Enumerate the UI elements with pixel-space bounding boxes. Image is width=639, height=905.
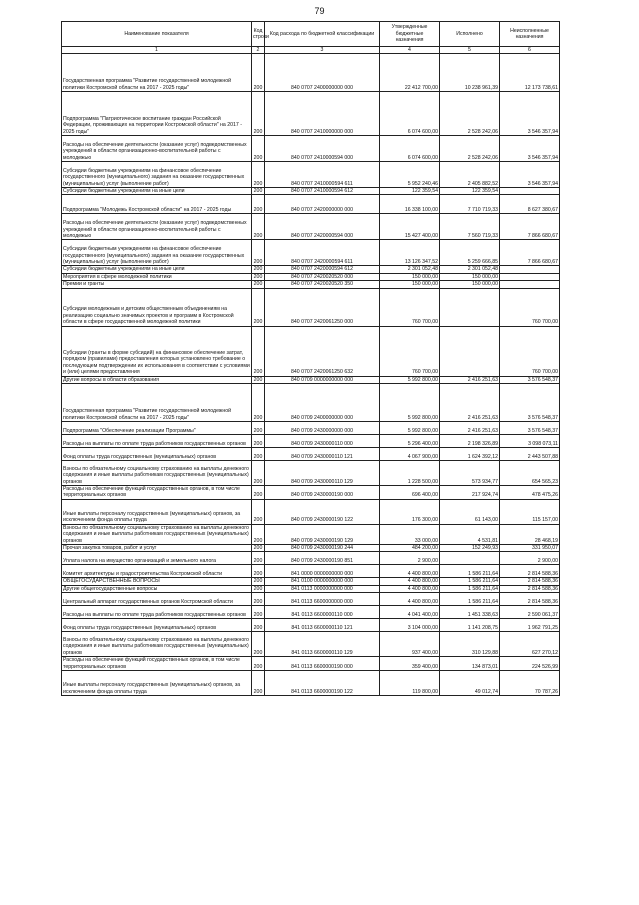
row-line-code-cell: 200 [252, 486, 265, 500]
row-line-code-cell: 200 [252, 376, 265, 383]
row-budget-code-cell: 840 0709 2430000190 122 [265, 499, 380, 524]
row-unexecuted-cell: 7 866 680,67 [500, 240, 560, 266]
row-approved-cell: 5 992 800,00 [380, 376, 440, 383]
row-unexecuted-cell: 115 157,00 [500, 499, 560, 524]
row-line-code-cell: 200 [252, 552, 265, 565]
table-row [62, 214, 560, 240]
page-number: 79 [314, 6, 325, 16]
row-name-cell: Государственная программа "Развитие государственной молодежной политики Костромской области на 2017 - 2025 годы" [62, 54, 252, 92]
row-executed-cell: 2 528 242,06 [440, 92, 500, 136]
row-budget-code-cell: 840 0707 2410000000 000 [265, 92, 380, 136]
table-row [62, 524, 560, 544]
row-name-cell: Комитет архитектуры и градостроительства Костромской области [62, 565, 252, 578]
row-line-code-cell: 200 [252, 632, 265, 657]
row-approved-cell: 4 400 800,00 [380, 585, 440, 592]
row-name-cell: Субсидии бюджетным учреждениям на иные цели [62, 266, 252, 273]
row-executed-cell [440, 326, 500, 376]
row-executed-cell: 2 416 251,63 [440, 422, 500, 435]
row-executed-cell: 49 012,74 [440, 671, 500, 696]
row-approved-cell: 22 412 700,00 [380, 54, 440, 92]
table-row [62, 671, 560, 696]
row-budget-code-cell: 840 0707 2400000000 000 [265, 54, 380, 92]
row-line-code-cell: 200 [252, 524, 265, 544]
row-name-cell: Субсидии бюджетным учреждениям на финансовое обеспечение государственного (муниципального) задания на оказание государственных (муниципальных) услуг (выполнение работ) [62, 240, 252, 266]
row-name-cell: Расходы на выплаты по оплате труда работников государственных органов [62, 435, 252, 448]
table-row [62, 593, 560, 606]
row-name-cell: Государственная программа "Развитие государственной молодежной политики Костромской области на 2017 - 2025 годы" [62, 384, 252, 422]
row-name-cell: Расходы на обеспечение функций государственных органов, в том числе территориальных органов [62, 486, 252, 500]
row-budget-code-cell: 841 0113 0000000000 000 [265, 585, 380, 592]
table-row [62, 461, 560, 486]
table-row [62, 162, 560, 188]
row-line-code-cell: 200 [252, 585, 265, 592]
row-executed-cell: 2 416 251,63 [440, 384, 500, 422]
header-unexecuted: Неисполненные назначения [500, 22, 560, 47]
row-name-cell: Взносы по обязательному социальному страхованию на выплаты денежного содержания и иные выплаты работникам государственных (муниципальных) органов [62, 461, 252, 486]
row-name-cell: ОБЩЕГОСУДАРСТВЕННЫЕ ВОПРОСЫ [62, 578, 252, 585]
row-executed-cell: 2 416 251,63 [440, 376, 500, 383]
budget-execution-table [61, 21, 560, 696]
row-budget-code-cell: 840 0709 2430000110 121 [265, 448, 380, 461]
header-budget-code: Код расхода по бюджетной классификации [265, 22, 380, 47]
column-number: 5 [440, 47, 500, 54]
row-name-cell: Субсидии бюджетным учреждениям на финансовое обеспечение государственного (муниципального) задания на оказание государственных (муниципальных) услуг (выполнение работ) [62, 162, 252, 188]
row-approved-cell: 937 400,00 [380, 632, 440, 657]
row-executed-cell: 10 238 961,39 [440, 54, 500, 92]
table-row [62, 266, 560, 273]
table-row [62, 195, 560, 214]
row-line-code-cell: 200 [252, 578, 265, 585]
row-name-cell: Расходы на обеспечение функций государственных органов, в том числе территориальных органов [62, 657, 252, 671]
row-name-cell: Иные выплаты персоналу государственных (муниципальных) органов, за исключением фонда оплаты труда [62, 499, 252, 524]
row-line-code-cell: 200 [252, 214, 265, 240]
table-row [62, 54, 560, 92]
header-approved: Утвержденные бюджетные назначения [380, 22, 440, 47]
row-unexecuted-cell: 3 576 548,37 [500, 384, 560, 422]
row-unexecuted-cell: 28 468,19 [500, 524, 560, 544]
row-approved-cell: 5 992 800,00 [380, 384, 440, 422]
row-approved-cell: 760 700,00 [380, 288, 440, 326]
row-approved-cell: 1 228 500,00 [380, 461, 440, 486]
row-line-code-cell: 200 [252, 565, 265, 578]
row-unexecuted-cell [500, 188, 560, 195]
row-unexecuted-cell: 2 814 588,36 [500, 578, 560, 585]
row-unexecuted-cell: 70 787,26 [500, 671, 560, 696]
row-unexecuted-cell [500, 266, 560, 273]
row-name-cell: Взносы по обязательному социальному страхованию на выплаты денежного содержания и иные выплаты работникам государственных (муниципальных) органов [62, 632, 252, 657]
row-budget-code-cell: 840 0707 2410000594 611 [265, 162, 380, 188]
column-number: 1 [62, 47, 252, 54]
table-row [62, 486, 560, 500]
table-row [62, 578, 560, 585]
row-name-cell: Субсидии (гранты в форме субсидий) на финансовое обеспечение затрат, порядком (правилами) предоставления которых установлено требование о последующем подтверждении их использования в соответствии с условиями и (или) целями предоставления [62, 326, 252, 376]
row-executed-cell [440, 552, 500, 565]
row-line-code-cell: 200 [252, 606, 265, 619]
row-executed-cell: 134 873,01 [440, 657, 500, 671]
row-budget-code-cell: 840 0709 2430000110 000 [265, 435, 380, 448]
row-line-code-cell: 200 [252, 240, 265, 266]
row-executed-cell: 1 451 338,63 [440, 606, 500, 619]
row-budget-code-cell: 840 0707 2420020520 350 [265, 281, 380, 288]
row-unexecuted-cell: 2 814 588,36 [500, 585, 560, 592]
row-unexecuted-cell: 2 590 061,37 [500, 606, 560, 619]
row-approved-cell: 696 400,00 [380, 486, 440, 500]
row-unexecuted-cell [500, 281, 560, 288]
row-line-code-cell: 200 [252, 288, 265, 326]
row-unexecuted-cell: 3 098 073,11 [500, 435, 560, 448]
row-unexecuted-cell: 3 546 357,94 [500, 136, 560, 162]
row-line-code-cell: 200 [252, 499, 265, 524]
row-line-code-cell: 200 [252, 422, 265, 435]
row-executed-cell: 2 405 882,52 [440, 162, 500, 188]
row-budget-code-cell: 840 0709 2430000190 851 [265, 552, 380, 565]
row-executed-cell: 2 198 326,89 [440, 435, 500, 448]
row-unexecuted-cell: 654 565,23 [500, 461, 560, 486]
table-row [62, 435, 560, 448]
row-line-code-cell: 200 [252, 162, 265, 188]
row-budget-code-cell: 840 0707 2420061250 000 [265, 288, 380, 326]
row-approved-cell: 15 427 400,00 [380, 214, 440, 240]
row-budget-code-cell: 840 0709 2430000000 000 [265, 422, 380, 435]
row-budget-code-cell: 840 0707 2420000594 611 [265, 240, 380, 266]
table-row [62, 273, 560, 280]
row-unexecuted-cell: 3 546 357,94 [500, 162, 560, 188]
row-unexecuted-cell: 3 546 357,94 [500, 92, 560, 136]
row-approved-cell: 5 296 400,00 [380, 435, 440, 448]
row-budget-code-cell: 841 0113 6600000190 000 [265, 657, 380, 671]
row-executed-cell: 1 141 208,75 [440, 619, 500, 632]
row-line-code-cell: 200 [252, 619, 265, 632]
row-name-cell: Расходы на обеспечение деятельности (оказание услуг) подведомственных учреждений в области организационно-воспитательной работы с молодежью [62, 136, 252, 162]
row-executed-cell: 217 924,74 [440, 486, 500, 500]
row-executed-cell: 310 129,88 [440, 632, 500, 657]
column-number: 4 [380, 47, 440, 54]
row-approved-cell: 122 359,54 [380, 188, 440, 195]
row-budget-code-cell: 841 0100 0000000000 000 [265, 578, 380, 585]
row-unexecuted-cell: 2 814 588,36 [500, 565, 560, 578]
table-row [62, 188, 560, 195]
row-unexecuted-cell: 627 270,12 [500, 632, 560, 657]
row-name-cell: Другие общегосударственные вопросы [62, 585, 252, 592]
row-name-cell: Другие вопросы в области образования [62, 376, 252, 383]
table-row [62, 376, 560, 383]
row-approved-cell: 150 000,00 [380, 281, 440, 288]
row-executed-cell: 1 586 211,64 [440, 565, 500, 578]
row-budget-code-cell: 840 0709 2430000190 244 [265, 545, 380, 552]
row-budget-code-cell: 840 0707 2410000594 612 [265, 188, 380, 195]
row-executed-cell: 122 359,54 [440, 188, 500, 195]
row-executed-cell: 1 586 211,64 [440, 593, 500, 606]
row-executed-cell: 150 000,00 [440, 273, 500, 280]
row-line-code-cell: 200 [252, 281, 265, 288]
row-executed-cell: 5 259 666,85 [440, 240, 500, 266]
row-approved-cell: 13 126 347,52 [380, 240, 440, 266]
row-unexecuted-cell: 224 526,99 [500, 657, 560, 671]
header-line-code: Код строки [252, 22, 265, 47]
row-name-cell: Иные выплаты персоналу государственных (муниципальных) органов, за исключением фонда оплаты труда [62, 671, 252, 696]
row-unexecuted-cell: 8 627 380,67 [500, 195, 560, 214]
row-line-code-cell: 200 [252, 266, 265, 273]
table-row [62, 606, 560, 619]
row-line-code-cell: 200 [252, 384, 265, 422]
row-line-code-cell: 200 [252, 92, 265, 136]
row-line-code-cell: 200 [252, 54, 265, 92]
row-line-code-cell: 200 [252, 188, 265, 195]
row-line-code-cell: 200 [252, 195, 265, 214]
row-name-cell: Субсидии молодежным и детским общественным объединениям на реализацию социально значимых проектов и программ в Костромской области в сфере государственной молодежной политики [62, 288, 252, 326]
row-budget-code-cell: 840 0707 2420000594 612 [265, 266, 380, 273]
row-line-code-cell: 200 [252, 136, 265, 162]
row-approved-cell: 359 400,00 [380, 657, 440, 671]
row-budget-code-cell: 840 0707 2420061250 632 [265, 326, 380, 376]
row-executed-cell: 1 624 392,12 [440, 448, 500, 461]
row-name-cell: Подпрограмма "Патриотическое воспитание граждан Российской Федерации, проживающих на территории Костромской области" на 2017 - 2025 годы" [62, 92, 252, 136]
table-row [62, 422, 560, 435]
row-name-cell: Расходы на выплаты по оплате труда работников государственных органов [62, 606, 252, 619]
row-name-cell: Фонд оплаты труда государственных (муниципальных) органов [62, 619, 252, 632]
table-row [62, 499, 560, 524]
row-approved-cell: 4 041 400,00 [380, 606, 440, 619]
row-approved-cell: 4 400 800,00 [380, 593, 440, 606]
row-executed-cell: 2 301 052,48 [440, 266, 500, 273]
row-unexecuted-cell: 2 900,00 [500, 552, 560, 565]
row-approved-cell: 6 074 600,00 [380, 136, 440, 162]
row-line-code-cell: 200 [252, 593, 265, 606]
row-line-code-cell: 200 [252, 448, 265, 461]
row-unexecuted-cell: 12 173 738,61 [500, 54, 560, 92]
row-unexecuted-cell [500, 273, 560, 280]
table-row [62, 632, 560, 657]
row-approved-cell: 16 338 100,00 [380, 195, 440, 214]
row-approved-cell: 2 301 052,48 [380, 266, 440, 273]
row-unexecuted-cell: 760 700,00 [500, 288, 560, 326]
row-name-cell: Фонд оплаты труда государственных (муниципальных) органов [62, 448, 252, 461]
row-budget-code-cell: 840 0707 2410000594 000 [265, 136, 380, 162]
row-approved-cell: 4 400 800,00 [380, 578, 440, 585]
row-executed-cell: 7 560 719,33 [440, 214, 500, 240]
row-unexecuted-cell: 3 576 548,37 [500, 422, 560, 435]
table-row [62, 552, 560, 565]
row-approved-cell: 33 000,00 [380, 524, 440, 544]
row-unexecuted-cell: 2 814 588,36 [500, 593, 560, 606]
row-name-cell: Уплата налога на имущество организаций и земельного налога [62, 552, 252, 565]
row-budget-code-cell: 840 0707 2420000594 000 [265, 214, 380, 240]
row-approved-cell: 150 000,00 [380, 273, 440, 280]
table-row [62, 136, 560, 162]
row-budget-code-cell: 841 0113 6600000110 129 [265, 632, 380, 657]
row-executed-cell: 61 143,00 [440, 499, 500, 524]
row-unexecuted-cell: 2 443 507,88 [500, 448, 560, 461]
row-name-cell: Премии и гранты [62, 281, 252, 288]
table-row [62, 92, 560, 136]
row-approved-cell: 6 074 600,00 [380, 92, 440, 136]
row-unexecuted-cell: 760 700,00 [500, 326, 560, 376]
row-budget-code-cell: 841 0113 6600000190 122 [265, 671, 380, 696]
row-name-cell: Расходы на обеспечение деятельности (оказание услуг) подведомственных учреждений в области организационно-воспитательной работы с молодежью [62, 214, 252, 240]
row-line-code-cell: 200 [252, 435, 265, 448]
table-body [62, 54, 560, 696]
row-unexecuted-cell: 7 866 680,67 [500, 214, 560, 240]
row-executed-cell: 573 934,77 [440, 461, 500, 486]
row-line-code-cell: 200 [252, 545, 265, 552]
row-approved-cell: 760 700,00 [380, 326, 440, 376]
row-approved-cell: 4 067 900,00 [380, 448, 440, 461]
row-approved-cell: 119 800,00 [380, 671, 440, 696]
row-budget-code-cell: 840 0707 2420000000 000 [265, 195, 380, 214]
row-executed-cell: 150 000,00 [440, 281, 500, 288]
table-row [62, 657, 560, 671]
row-budget-code-cell: 841 0113 6600000110 121 [265, 619, 380, 632]
row-approved-cell: 484 200,00 [380, 545, 440, 552]
row-line-code-cell: 200 [252, 671, 265, 696]
row-budget-code-cell: 840 0709 2430000190 000 [265, 486, 380, 500]
row-name-cell: Центральный аппарат государственных органов Костромской области [62, 593, 252, 606]
row-line-code-cell: 200 [252, 461, 265, 486]
table-row [62, 545, 560, 552]
row-approved-cell: 5 952 240,46 [380, 162, 440, 188]
table-row [62, 326, 560, 376]
row-name-cell: Прочая закупка товаров, работ и услуг [62, 545, 252, 552]
row-executed-cell [440, 288, 500, 326]
row-executed-cell: 1 586 211,64 [440, 578, 500, 585]
table-row [62, 384, 560, 422]
header-executed: Исполнено [440, 22, 500, 47]
table-row [62, 281, 560, 288]
row-unexecuted-cell: 1 962 791,25 [500, 619, 560, 632]
row-budget-code-cell: 840 0709 2430000110 129 [265, 461, 380, 486]
row-budget-code-cell: 841 0113 6600000000 000 [265, 593, 380, 606]
row-budget-code-cell: 841 0000 0000000000 000 [265, 565, 380, 578]
table-header-row [62, 22, 560, 47]
row-budget-code-cell: 840 0709 2430000190 129 [265, 524, 380, 544]
row-budget-code-cell: 840 0707 2420020520 000 [265, 273, 380, 280]
row-name-cell: Мероприятия в сфере молодежной политики [62, 273, 252, 280]
table-row [62, 565, 560, 578]
row-line-code-cell: 200 [252, 657, 265, 671]
row-approved-cell: 5 992 800,00 [380, 422, 440, 435]
row-executed-cell: 1 586 211,64 [440, 585, 500, 592]
row-unexecuted-cell: 3 576 548,37 [500, 376, 560, 383]
row-line-code-cell: 200 [252, 273, 265, 280]
row-budget-code-cell: 841 0113 6600000110 000 [265, 606, 380, 619]
header-name: Наименование показателя [62, 22, 252, 47]
table-row [62, 619, 560, 632]
table-row [62, 585, 560, 592]
row-name-cell: Субсидии бюджетным учреждениям на иные цели [62, 188, 252, 195]
column-number-row [62, 47, 560, 54]
row-executed-cell: 4 531,81 [440, 524, 500, 544]
row-executed-cell: 7 710 719,33 [440, 195, 500, 214]
row-name-cell: Подпрограмма "Обеспечение реализации Программы" [62, 422, 252, 435]
row-unexecuted-cell: 331 950,07 [500, 545, 560, 552]
row-approved-cell: 176 300,00 [380, 499, 440, 524]
row-line-code-cell: 200 [252, 326, 265, 376]
row-approved-cell: 2 900,00 [380, 552, 440, 565]
row-budget-code-cell: 840 0709 0000000000 000 [265, 376, 380, 383]
row-name-cell: Подпрограмма "Молодежь Костромской области" на 2017 - 2025 годы [62, 195, 252, 214]
row-approved-cell: 4 400 800,00 [380, 565, 440, 578]
table-row [62, 288, 560, 326]
row-executed-cell: 152 249,93 [440, 545, 500, 552]
row-executed-cell: 2 528 242,06 [440, 136, 500, 162]
row-unexecuted-cell: 478 475,26 [500, 486, 560, 500]
column-number: 6 [500, 47, 560, 54]
row-approved-cell: 3 104 000,00 [380, 619, 440, 632]
table-row [62, 240, 560, 266]
table-row [62, 448, 560, 461]
row-budget-code-cell: 840 0709 2400000000 000 [265, 384, 380, 422]
column-number: 2 [252, 47, 265, 54]
column-number: 3 [265, 47, 380, 54]
row-name-cell: Взносы по обязательному социальному страхованию на выплаты денежного содержания и иные выплаты работникам государственных (муниципальных) органов [62, 524, 252, 544]
